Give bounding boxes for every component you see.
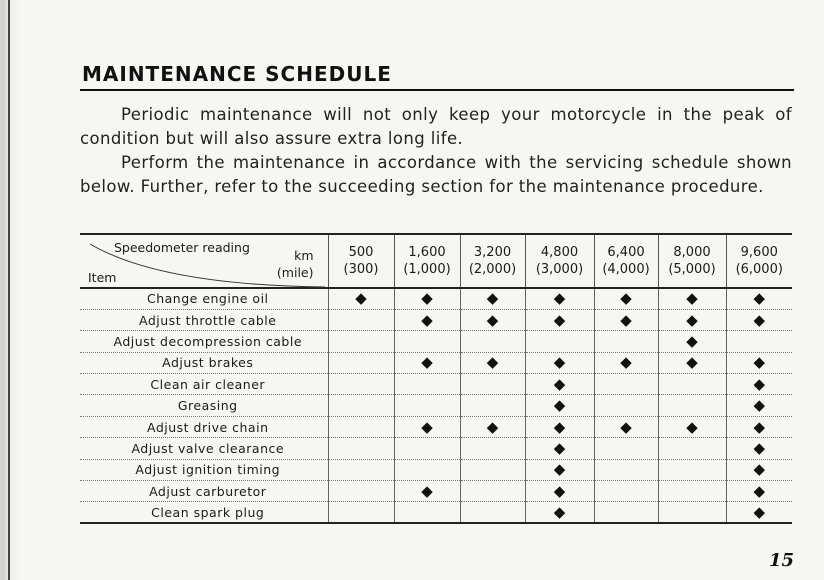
schedule-cell: [594, 309, 658, 330]
interval-mile: (1,000): [403, 262, 451, 277]
diamond-icon: ◆: [553, 289, 566, 308]
diamond-icon: ◆: [486, 289, 499, 308]
table-row: [80, 416, 792, 437]
schedule-cell: [726, 374, 792, 395]
maintenance-item: Adjust brakes: [80, 352, 328, 373]
maintenance-item: Adjust ignition timing: [80, 459, 328, 480]
schedule-cell: [525, 288, 594, 309]
schedule-cell: [460, 459, 525, 480]
schedule-cell: [525, 309, 594, 330]
interval-header: [594, 234, 658, 288]
interval-mile: (5,000): [668, 262, 716, 277]
schedule-cell: [394, 459, 460, 480]
schedule-cell: [658, 395, 726, 416]
schedule-cell: [658, 374, 726, 395]
header-corner-cell: [80, 234, 328, 288]
interval-header: [460, 234, 525, 288]
schedule-cell: [460, 502, 525, 523]
schedule-cell: [594, 288, 658, 309]
table-row: [80, 395, 792, 416]
table-row: [80, 352, 792, 373]
schedule-cell: [658, 502, 726, 523]
interval-km: 3,200: [473, 245, 512, 260]
schedule-cell: [394, 502, 460, 523]
speedometer-reading-label: Speedometer reading: [114, 240, 250, 255]
intro-paragraph-2: Perform the maintenance in accordance with the servicing schedule shown below. Further, refer to the succeeding section for the maintenance procedure.: [80, 153, 792, 196]
diamond-icon: ◆: [753, 289, 766, 308]
schedule-cell: [328, 416, 394, 437]
interval-mile: (3,000): [535, 262, 584, 277]
schedule-cell: [460, 395, 525, 416]
interval-km: 1,600: [408, 245, 446, 260]
diamond-icon: ◆: [355, 289, 367, 308]
diamond-icon: ◆: [486, 353, 499, 372]
diamond-icon: ◆: [753, 374, 766, 393]
diamond-icon: ◆: [620, 289, 632, 308]
maintenance-item: Greasing: [80, 395, 328, 416]
schedule-cell: [460, 352, 525, 373]
page-number: 15: [768, 550, 794, 571]
diamond-icon: ◆: [553, 502, 566, 521]
schedule-cell: [328, 502, 394, 523]
interval-header: [394, 234, 460, 288]
schedule-cell: [460, 331, 525, 352]
schedule-cell: [525, 331, 594, 352]
schedule-cell: [726, 481, 792, 502]
diamond-icon: ◆: [753, 460, 766, 479]
schedule-cell: [658, 331, 726, 352]
schedule-cell: [328, 395, 394, 416]
diamond-icon: ◆: [686, 331, 698, 350]
schedule-cell: [394, 288, 460, 309]
table-row: [80, 481, 792, 502]
diamond-icon: ◆: [486, 310, 499, 329]
interval-header: [328, 234, 394, 288]
schedule-cell: [525, 438, 594, 459]
interval-header: [658, 234, 726, 288]
schedule-cell: [658, 309, 726, 330]
interval-header: [726, 234, 792, 288]
diamond-icon: ◆: [421, 481, 433, 500]
maintenance-item: Adjust carburetor: [80, 481, 328, 502]
interval-mile: (2,000): [468, 262, 517, 277]
diamond-icon: ◆: [753, 396, 766, 415]
schedule-cell: [525, 395, 594, 416]
schedule-cell: [594, 395, 658, 416]
table-row: [80, 438, 792, 459]
schedule-cell: [594, 502, 658, 523]
schedule-cell: [328, 352, 394, 373]
diamond-icon: ◆: [553, 460, 566, 479]
km-unit-label: km: [294, 248, 314, 263]
schedule-cell: [525, 352, 594, 373]
schedule-cell: [658, 352, 726, 373]
diamond-icon: ◆: [553, 481, 566, 500]
schedule-cell: [525, 416, 594, 437]
schedule-cell: [658, 288, 726, 309]
schedule-cell: [525, 502, 594, 523]
schedule-cell: [594, 352, 658, 373]
schedule-cell: [460, 416, 525, 437]
schedule-cell: [726, 331, 792, 352]
maintenance-item: Change engine oil: [80, 288, 328, 309]
schedule-cell: [394, 331, 460, 352]
mile-unit-label: (mile): [276, 265, 314, 280]
schedule-cell: [594, 416, 658, 437]
table-row: [80, 309, 792, 330]
schedule-cell: [328, 288, 394, 309]
schedule-cell: [460, 374, 525, 395]
schedule-cell: [726, 459, 792, 480]
table-row: [80, 374, 792, 395]
diamond-icon: ◆: [620, 417, 632, 436]
diamond-icon: ◆: [620, 353, 632, 372]
schedule-cell: [594, 438, 658, 459]
interval-km: 4,800: [540, 245, 579, 260]
table-row: [80, 502, 792, 523]
schedule-cell: [394, 309, 460, 330]
schedule-cell: [658, 481, 726, 502]
diamond-icon: ◆: [486, 417, 499, 436]
schedule-cell: [460, 288, 525, 309]
interval-km: 8,000: [673, 245, 711, 260]
diamond-icon: ◆: [620, 310, 632, 329]
diamond-icon: ◆: [553, 310, 566, 329]
maintenance-item: Adjust throttle cable: [80, 309, 328, 330]
schedule-cell: [328, 459, 394, 480]
interval-km: 9,600: [740, 245, 778, 260]
schedule-cell: [394, 374, 460, 395]
page-title: MAINTENANCE SCHEDULE: [82, 62, 392, 86]
diamond-icon: ◆: [753, 438, 766, 457]
diamond-icon: ◆: [553, 374, 566, 393]
schedule-cell: [328, 481, 394, 502]
schedule-cell: [726, 352, 792, 373]
schedule-cell: [460, 481, 525, 502]
diamond-icon: ◆: [753, 481, 766, 500]
schedule-cell: [594, 459, 658, 480]
maintenance-item: Adjust valve clearance: [80, 438, 328, 459]
interval-header: [525, 234, 594, 288]
maintenance-item: Adjust decompression cable: [80, 331, 328, 352]
interval-mile: (6,000): [735, 262, 783, 277]
schedule-cell: [394, 438, 460, 459]
binding-line: [8, 0, 10, 580]
diamond-icon: ◆: [421, 289, 433, 308]
diamond-icon: ◆: [421, 417, 433, 436]
schedule-cell: [328, 438, 394, 459]
interval-km: 500: [348, 245, 374, 260]
schedule-cell: [525, 459, 594, 480]
maintenance-item: Clean spark plug: [80, 502, 328, 523]
item-label: Item: [88, 270, 117, 285]
maintenance-schedule-table: [80, 233, 792, 524]
schedule-cell: [525, 481, 594, 502]
schedule-cell: [460, 309, 525, 330]
schedule-cell: [658, 459, 726, 480]
interval-km: 6,400: [607, 245, 645, 260]
schedule-cell: [525, 374, 594, 395]
schedule-cell: [328, 331, 394, 352]
diamond-icon: ◆: [753, 353, 766, 372]
schedule-cell: [394, 395, 460, 416]
diamond-icon: ◆: [553, 438, 566, 457]
schedule-cell: [394, 481, 460, 502]
schedule-cell: [658, 416, 726, 437]
diamond-icon: ◆: [686, 353, 698, 372]
schedule-cell: [594, 481, 658, 502]
schedule-cell: [328, 309, 394, 330]
maintenance-item: Clean air cleaner: [80, 374, 328, 395]
table-row: [80, 288, 792, 309]
schedule-cell: [328, 374, 394, 395]
schedule-cell: [658, 438, 726, 459]
schedule-cell: [726, 288, 792, 309]
schedule-cell: [726, 395, 792, 416]
table-row: [80, 459, 792, 480]
schedule-cell: [726, 309, 792, 330]
interval-mile: (300): [343, 262, 379, 277]
diamond-icon: ◆: [553, 417, 566, 436]
diamond-icon: ◆: [686, 417, 698, 436]
maintenance-item: Adjust drive chain: [80, 416, 328, 437]
diamond-icon: ◆: [753, 502, 766, 521]
schedule-cell: [394, 352, 460, 373]
binding-edge: [0, 0, 20, 580]
schedule-cell: [394, 416, 460, 437]
diamond-icon: ◆: [553, 353, 566, 372]
schedule-cell: [594, 331, 658, 352]
schedule-cell: [460, 438, 525, 459]
diamond-icon: ◆: [421, 310, 433, 329]
table-row: [80, 331, 792, 352]
intro-paragraph-1: Periodic maintenance will not only keep your motorcycle in the peak of condition but will also assure extra long life.: [80, 105, 792, 148]
diamond-icon: ◆: [686, 310, 698, 329]
interval-mile: (4,000): [602, 262, 650, 277]
diamond-icon: ◆: [553, 396, 566, 415]
diamond-icon: ◆: [421, 353, 433, 372]
schedule-cell: [726, 438, 792, 459]
schedule-cell: [726, 416, 792, 437]
schedule-cell: [726, 502, 792, 523]
title-rule: [80, 89, 794, 91]
schedule-cell: [594, 374, 658, 395]
table-header-row: [80, 234, 792, 288]
diamond-icon: ◆: [753, 417, 766, 436]
schedule-body: [80, 288, 792, 523]
diamond-icon: ◆: [753, 310, 766, 329]
diamond-icon: ◆: [686, 289, 698, 308]
